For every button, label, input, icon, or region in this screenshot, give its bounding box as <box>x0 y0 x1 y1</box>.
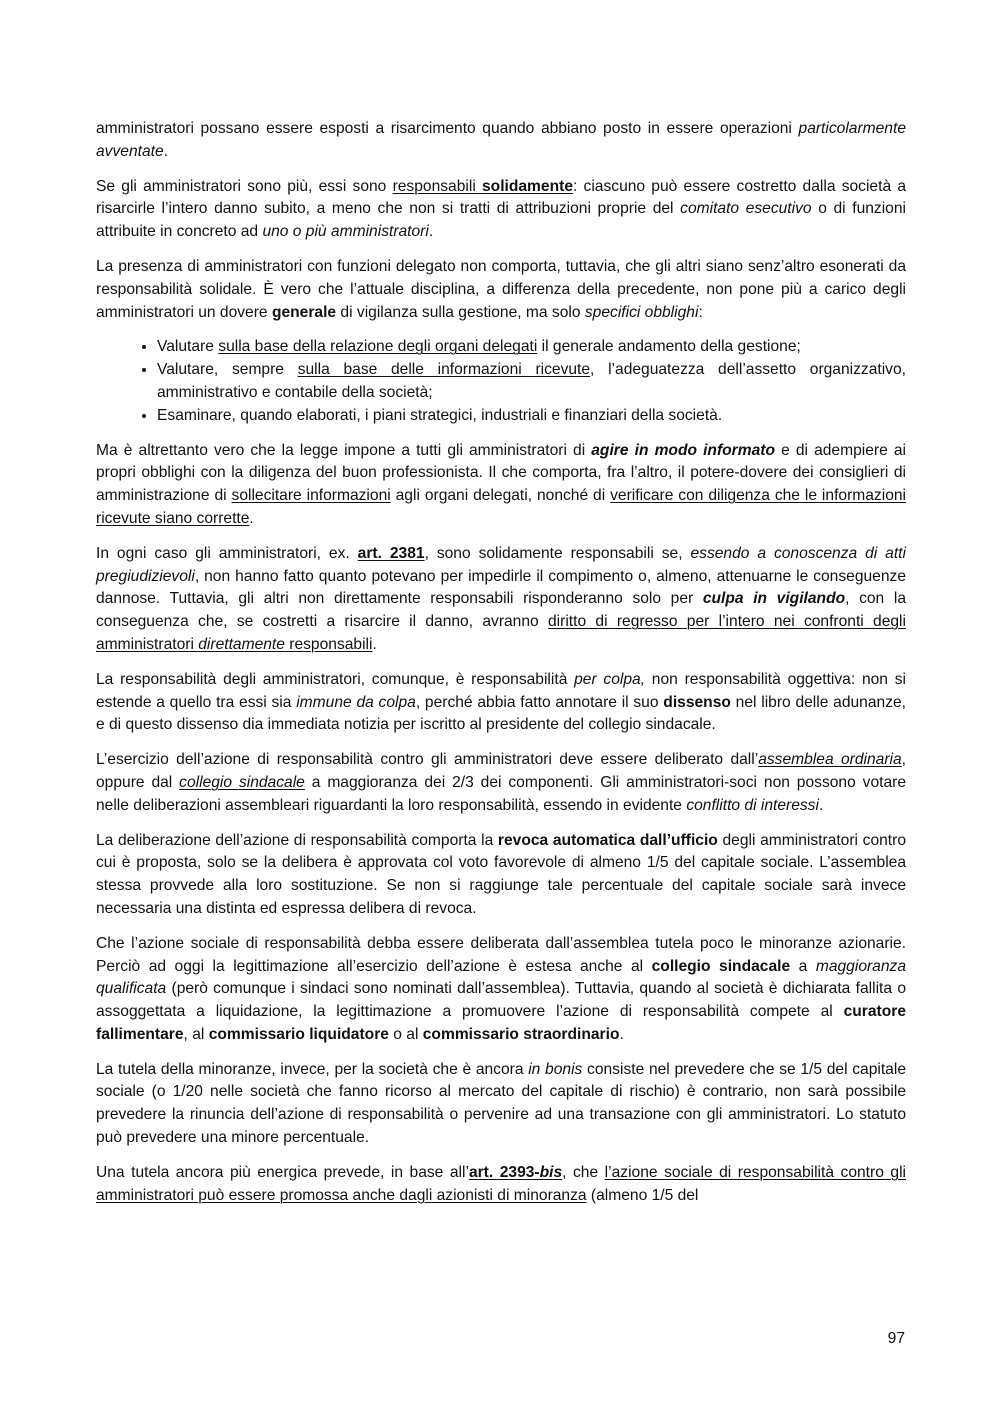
document-page <box>96 118 906 1219</box>
article-reference: art. 2393-bis <box>468 1163 563 1181</box>
paragraph-9: Che l’azione sociale di responsabilità debba essere deliberata dall’assemblea tutela poco le minoranze azionarie. Perciò ad oggi la legittimazione all’esercizio dell’azione è estesa anche al collegio sindacale a maggioranza qualificata (però comunque i sindaci sono nominati dall’assemblea). Tuttavia, quando al società è dichiarata fallita o assoggettata a liquidazione, la legittimazione a promuovere l’azione di responsabilità compete al curatore fallimentare, al commissario liquidatore o al commissario straordinario. <box>96 934 906 1043</box>
paragraph-10: La tutela della minoranze, invece, per la società che è ancora in bonis consiste nel prevedere che se 1/5 del capitale sociale (o 1/20 nelle società che fanno ricorso al mercato del capitale di rischio) è contrario, non sarà possibile prevedere la rinuncia dell’azione di responsabilità o pervenire ad una transazione con gli amministratori. Lo statuto può prevedere una minore percentuale. <box>96 1060 906 1147</box>
paragraph-11: Una tutela ancora più energica prevede, in base all’art. 2393-bis, che l’azione sociale di responsabilità contro gli amministratori può essere promossa anche dagli azionisti di minoranza (almeno 1/5 del <box>96 1163 906 1204</box>
paragraph-5: In ogni caso gli amministratori, ex. art. 2381, sono solidamente responsabili se, essendo a conoscenza di atti pregiudizievoli, non hanno fatto quanto potevano per impedirle il compimento o, almeno, attenuarne le conseguenze dannose. Tuttavia, gli altri non direttamente responsabili risponderanno solo per culpa in vigilando, con la conseguenza che, se costretti a risarcire il danno, avranno diritto di regresso per l’intero nei confronti degli amministratori direttamente responsabili. <box>96 544 906 653</box>
page-number: 97 <box>887 1330 905 1347</box>
paragraph-6: La responsabilità degli amministratori, comunque, è responsabilità per colpa, non responsabilità oggettiva: non si estende a quello tra essi sia immune da colpa, perché abbia fatto annotare il suo dissenso nel libro delle adunanze, e di questo dissenso dia immediata notizia per iscritto al presidente del collegio sindacale. <box>96 670 907 734</box>
list-item: • Esaminare, quando elaborati, i piani strategici, industriali e finanziari della società. <box>157 405 906 428</box>
obligations-list <box>96 336 906 427</box>
paragraph-3: La presenza di amministratori con funzioni delegato non comporta, tuttavia, che gli altri siano senz’altro esonerati da responsabilità solidale. È vero che l’attuale disciplina, a differenza della precedente, non pone più a carico degli amministratori un dovere generale di vigilanza sulla gestione, ma solo specifici obblighi: <box>96 257 906 321</box>
paragraph-2: Se gli amministratori sono più, essi sono responsabili solidamente: ciascuno può essere costretto dalla società a risarcirle l’intero danno subito, a meno che non si tratti di attribuzioni proprie del comitato esecutivo o di funzioni attribuite in concreto ad uno o più amministratori. <box>96 177 906 241</box>
paragraph-8: La deliberazione dell’azione di responsabilità comporta la revoca automatica dall’ufficio degli amministratori contro cui è proposta, solo se la delibera è approvata col voto favorevole di almeno 1/5 del capitale sociale. L’assemblea stessa provvede alla loro sostituzione. Se non si raggiunge tale percentuale del capitale sociale sarà invece necessaria una distinta ed espressa delibera di revoca. <box>96 831 907 917</box>
paragraph-1: amministratori possano essere esposti a risarcimento quando abbiano posto in essere operazioni particolarmente avventate. <box>96 120 906 160</box>
paragraph-7: L’esercizio dell’azione di responsabilità contro gli amministratori deve essere deliberato dall’assemblea ordinaria, oppure dal collegio sindacale a maggioranza dei 2/3 dei componenti. Gli amministratori-soci non possono votare nelle deliberazioni assembleari riguardanti la loro responsabilità, essendo in evidente conflitto di interessi. <box>96 751 907 814</box>
article-reference: art. 2381 <box>357 544 425 562</box>
list-item: • Valutare sulla base della relazione degli organi delegati il generale andamento della gestione; <box>157 336 906 359</box>
list-item: • Valutare, sempre sulla base delle informazioni ricevute, l’adeguatezza dell’assetto organizzativo, amministrativo e contabile della società; <box>157 359 906 405</box>
paragraph-4: Ma è altrettanto vero che la legge impone a tutti gli amministratori di agire in modo informato e di adempiere ai propri obblighi con la diligenza del buon professionista. Il che comporta, fra l’altro, il potere-dovere dei consiglieri di amministrazione di sollecitare informazioni agli organi delegati, nonché di verificare con diligenza che le informazioni ricevute siano corrette. <box>96 441 907 527</box>
